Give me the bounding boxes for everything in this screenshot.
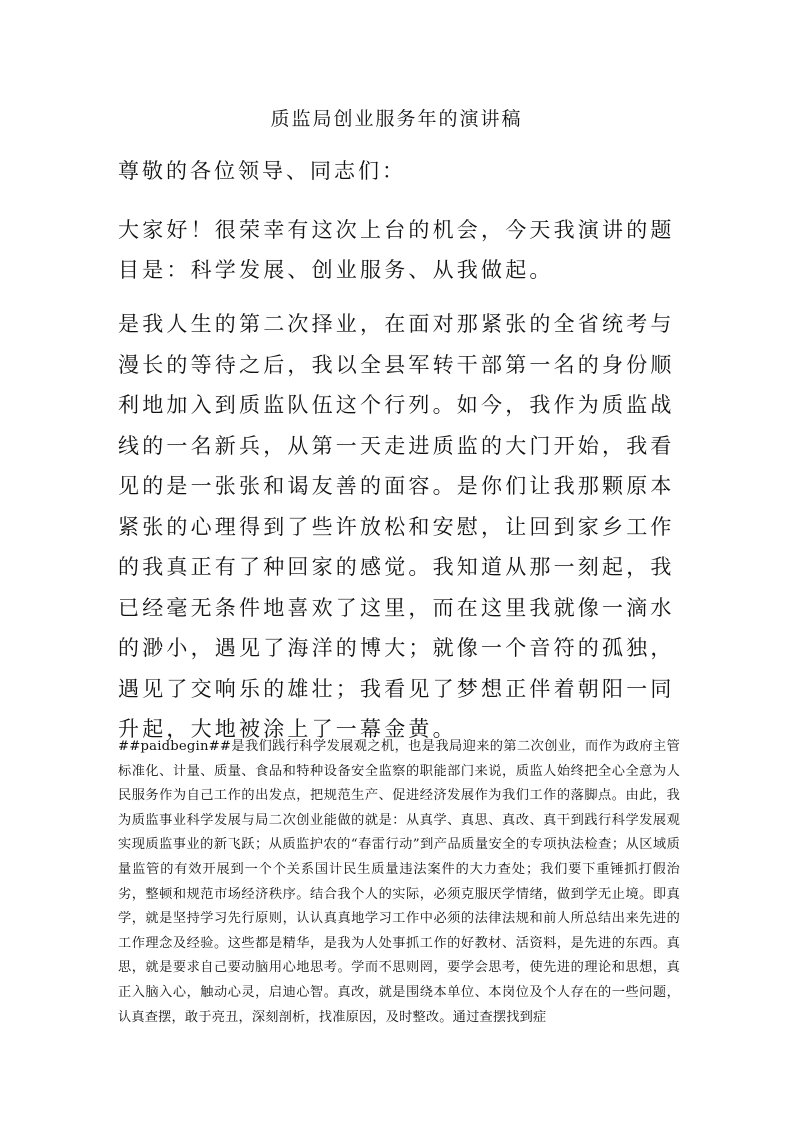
story-paragraph: 是我人生的第二次择业，在面对那紧张的全省统考与漫长的等待之后，我以全县军转干部第一名的身份顺利地加入到质监队伍这个行列。如今，我作为质监战线的一名新兵，从第一天走进质监的大门开始，我看见的是一张张和谒友善的面容。是你们让我那颗原本紧张的心理得到了些许放松和安慰，让回到家乡工作的我真正有了种回家的感觉。我知道从那一刻起，我已经毫无条件地喜欢了这里，而在这里我就像一滴水的渺小，遇见了海洋的博大；就像一个音符的孤独，遇见了交响乐的雄壮；我看见了梦想正伴着朝阳一同升起，大地被涂上了一幕金黄。 — [118, 312, 675, 741]
greeting-line: 尊敬的各位领导、同志们： — [118, 159, 406, 183]
body-paragraph: ##paidbegin##是我们践行科学发展观之机，也是我局迎来的第二次创业，而作为政府主管标准化、计量、质量、食品和特种设备安全监察的职能部门来说，质监人始终把全心全意为人民服务作为自己工作的出发点，把规范生产、促进经济发展作为我们工作的落脚点。由此，我为质监事业科学发展与局二次创业能做的就是：从真学、真思、真改、真干到践行科学发展观实现质监事业的新飞跃；从质监护农的“春雷行动”到产品质量安全的专项执法检查；从区域质量监管的有效开展到一个个关系国计民生质量违法案件的大力查处；我们要下重锤抓打假治劣，整顿和规范市场经济秩序。结合我个人的实际，必须克服厌学情绪，做到学无止境。即真学，就是坚持学习先行原则，认认真真地学习工作中必须的法律法规和前人所总结出来先进的工作理念及经验。这些都是精华，是我为人处事抓工作的好教材、活资料，是先进的东西。真思，就是要求自己要动脑用心地思考。学而不思则罔，要学会思考，使先进的理论和思想，真正入脑入心，触动心灵，启迪心智。真改，就是围绕本单位、本岗位及个人存在的一些问题，认真查摆，敢于亮丑，深刻剖析，找准原因，及时整改。通过查摆找到症 — [118, 739, 680, 1025]
intro-paragraph: 大家好！很荣幸有这次上台的机会，今天我演讲的题目是：科学发展、创业服务、从我做起。 — [118, 218, 675, 282]
document-title: 质监局创业服务年的演讲稿 — [270, 108, 523, 130]
